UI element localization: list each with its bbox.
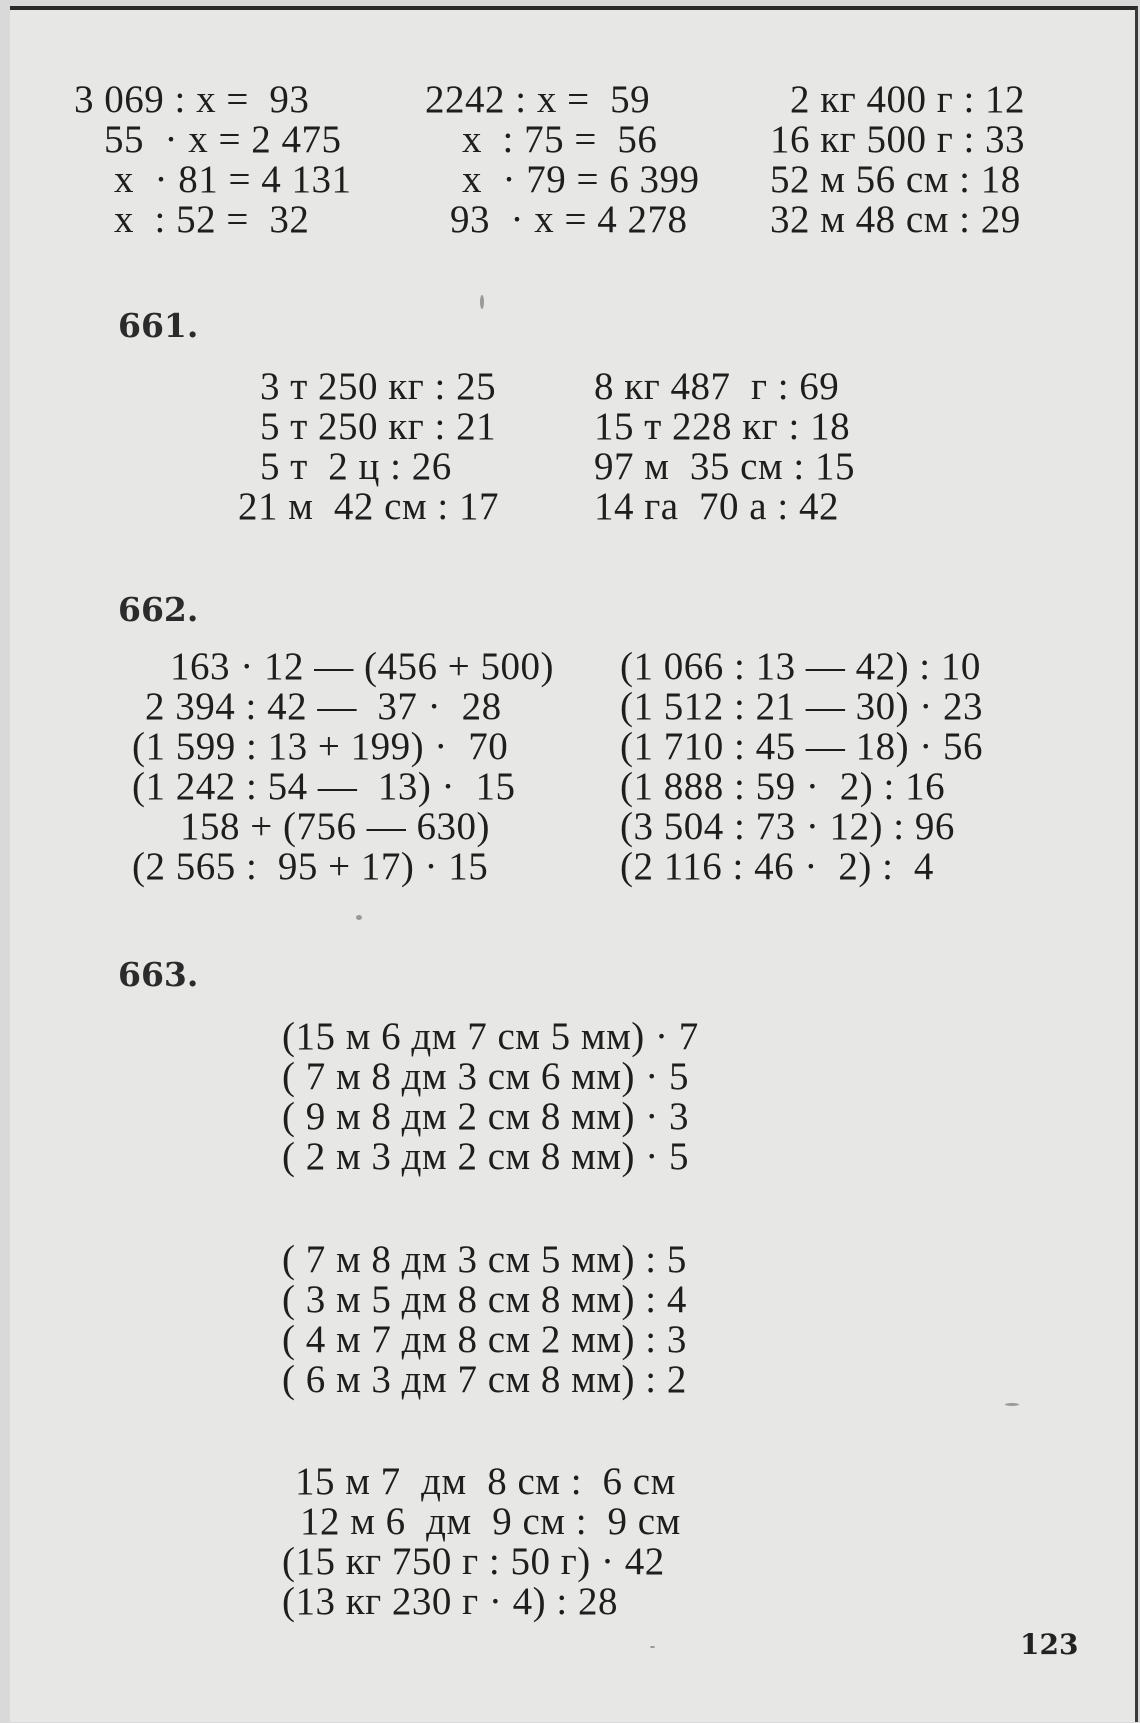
equation-row: 55 · х = 2 475: [104, 118, 342, 161]
expression-row: ( 7 м 8 дм 3 см 5 мм) : 5: [282, 1238, 687, 1281]
division-row: 52 м 56 см : 18: [770, 158, 1021, 201]
book-page: [10, 6, 1138, 1722]
expression-row: (2 116 : 46 · 2) : 4: [620, 845, 934, 888]
expression-row: (13 кг 230 г · 4) : 28: [282, 1580, 618, 1623]
exercise-number: 661.: [118, 306, 199, 345]
expression-row: 2 394 : 42 — 37 · 28: [145, 685, 502, 728]
scan-speck: [1005, 1403, 1019, 1406]
exercise-number: 662.: [118, 590, 199, 629]
equation-row: 93 · х = 4 278: [450, 198, 688, 241]
exercise-row: 5 т 2 ц : 26: [260, 445, 452, 488]
expression-row: 15 м 7 дм 8 см : 6 см: [295, 1460, 676, 1503]
equation-row: х : 52 = 32: [114, 198, 310, 241]
expression-row: ( 6 м 3 дм 7 см 8 мм) : 2: [282, 1358, 687, 1401]
expression-row: (1 888 : 59 · 2) : 16: [620, 765, 946, 808]
expression-row: ( 4 м 7 дм 8 см 2 мм) : 3: [282, 1318, 687, 1361]
expression-row: ( 9 м 8 дм 2 см 8 мм) · 3: [282, 1095, 690, 1138]
expression-row: (1 710 : 45 — 18) · 56: [620, 725, 984, 768]
division-row: 16 кг 500 г : 33: [770, 118, 1026, 161]
exercise-row: 5 т 250 кг : 21: [260, 405, 497, 448]
exercise-number: 663.: [118, 955, 199, 994]
expression-row: 163 · 12 — (456 + 500): [170, 645, 554, 688]
scan-speck: [480, 295, 484, 309]
division-row: 32 м 48 см : 29: [770, 198, 1021, 241]
equation-row: х : 75 = 56: [462, 118, 658, 161]
expression-row: ( 3 м 5 дм 8 см 8 мм) : 4: [282, 1278, 687, 1321]
expression-row: 12 м 6 дм 9 см : 9 см: [300, 1500, 681, 1543]
scan-speck: [356, 915, 362, 920]
equation-row: х · 79 = 6 399: [462, 158, 700, 201]
expression-row: 158 + (756 — 630): [180, 805, 490, 848]
page-number: 123: [1020, 1628, 1079, 1661]
equation-row: 2242 : х = 59: [425, 78, 651, 121]
expression-row: ( 2 м 3 дм 2 см 8 мм) · 5: [282, 1135, 690, 1178]
expression-row: (1 242 : 54 — 13) · 15: [132, 765, 516, 808]
equation-row: 3 069 : х = 93: [74, 78, 310, 121]
equation-row: х · 81 = 4 131: [114, 158, 352, 201]
scan-speck: [650, 1646, 655, 1648]
exercise-row: 8 кг 487 г : 69: [594, 365, 840, 408]
expression-row: (3 504 : 73 · 12) : 96: [620, 805, 955, 848]
expression-row: (1 512 : 21 — 30) · 23: [620, 685, 984, 728]
expression-row: (2 565 : 95 + 17) · 15: [132, 845, 489, 888]
expression-row: (15 м 6 дм 7 см 5 мм) · 7: [282, 1015, 699, 1058]
exercise-row: 97 м 35 см : 15: [594, 445, 856, 488]
exercise-row: 15 т 228 кг : 18: [594, 405, 851, 448]
division-row: 2 кг 400 г : 12: [790, 78, 1026, 121]
exercise-row: 14 га 70 а : 42: [594, 485, 839, 528]
expression-row: ( 7 м 8 дм 3 см 6 мм) · 5: [282, 1055, 690, 1098]
expression-row: (15 кг 750 г : 50 г) · 42: [282, 1540, 665, 1583]
expression-row: (1 599 : 13 + 199) · 70: [132, 725, 509, 768]
exercise-row: 3 т 250 кг : 25: [260, 365, 497, 408]
expression-row: (1 066 : 13 — 42) : 10: [620, 645, 981, 688]
exercise-row: 21 м 42 см : 17: [238, 485, 500, 528]
